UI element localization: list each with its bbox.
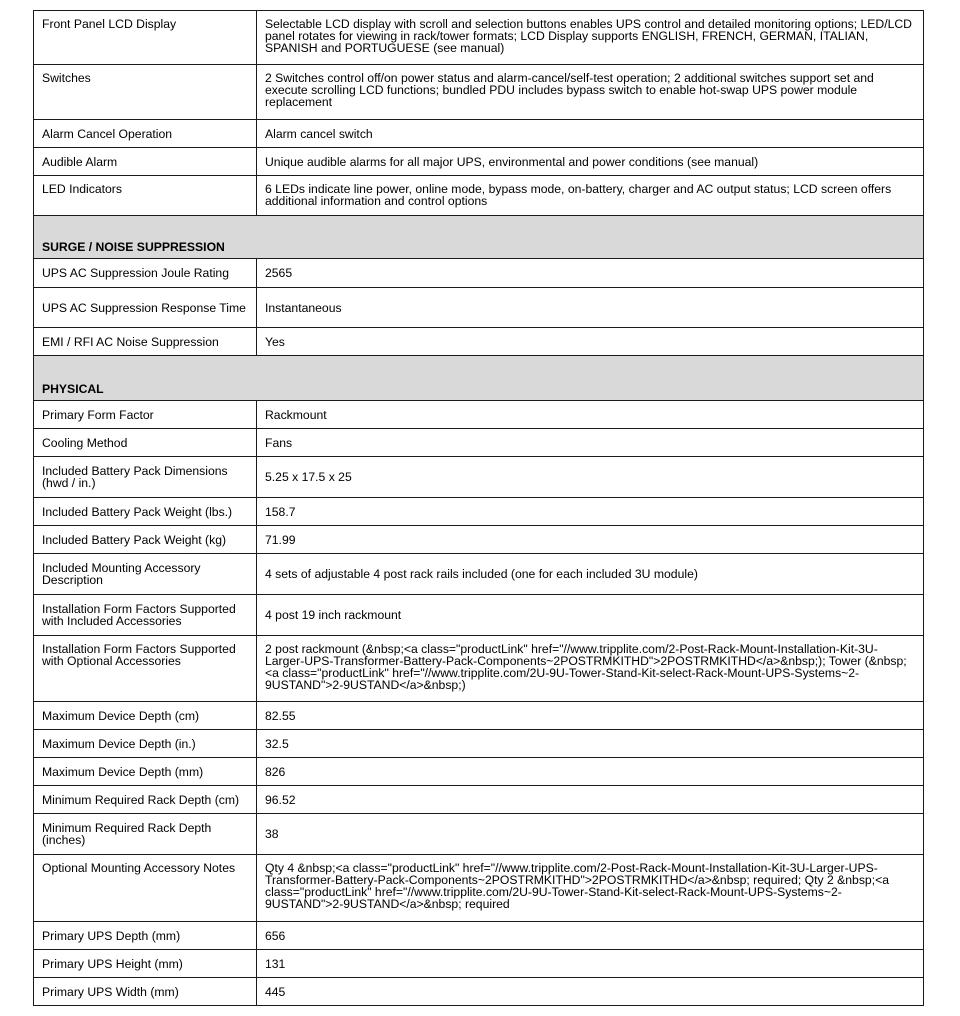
- spec-value: 38: [257, 814, 924, 855]
- spec-value: 4 post 19 inch rackmount: [257, 595, 924, 636]
- spec-label: Primary UPS Height (mm): [34, 950, 257, 978]
- spec-row: [34, 457, 924, 498]
- spec-row: [34, 786, 924, 814]
- spec-value: 131: [257, 950, 924, 978]
- spec-label: Primary UPS Depth (mm): [34, 922, 257, 950]
- spec-label: Cooling Method: [34, 429, 257, 457]
- spec-label: Maximum Device Depth (mm): [34, 758, 257, 786]
- spec-label: Included Mounting Accessory Description: [34, 554, 257, 595]
- spec-value: 96.52: [257, 786, 924, 814]
- spec-row: [34, 814, 924, 855]
- spec-row: [34, 595, 924, 636]
- spec-row: [34, 11, 924, 65]
- spec-value: Rackmount: [257, 401, 924, 429]
- spec-value: 6 LEDs indicate line power, online mode, bypass mode, on-battery, charger and AC output status; LCD screen offers additional information and control options: [257, 176, 924, 216]
- spec-value: 82.55: [257, 702, 924, 730]
- spec-row: [34, 978, 924, 1006]
- spec-row: [34, 636, 924, 702]
- spec-label: Primary Form Factor: [34, 401, 257, 429]
- spec-value: 158.7: [257, 498, 924, 526]
- spec-value: 656: [257, 922, 924, 950]
- spec-value: 32.5: [257, 730, 924, 758]
- spec-value: Qty 4 &nbsp;<a class="productLink" href="//www.tripplite.com/2-Post-Rack-Mount-Installation-Kit-3U-Larger-UPS-Transformer-Battery-Pack-Components~2POSTRMKITHD">2POSTRMKITHD</a>&nbsp; required; Qty 2 &nbsp;<a class="productLink" href="//www.tripplite.com/2U-9U-Tower-Stand-Kit-select-Rack-Mount-UPS-Systems~2-9USTAND">2-9USTAND</a>&nbsp; required: [257, 855, 924, 922]
- spec-value: 2 post rackmount (&nbsp;<a class="productLink" href="//www.tripplite.com/2-Post-Rack-Mount-Installation-Kit-3U-Larger-UPS-Transformer-Battery-Pack-Components~2POSTRMKITHD">2POSTRMKITHD</a>&nbsp;); Tower (&nbsp;<a class="productLink" href="//www.tripplite.com/2U-9U-Tower-Stand-Kit-select-Rack-Mount-UPS-Systems~2-9USTAND">2-9USTAND</a>&nbsp;): [257, 636, 924, 702]
- spec-row: [34, 328, 924, 356]
- spec-value: Instantaneous: [257, 288, 924, 328]
- spec-label: Installation Form Factors Supported with Included Accessories: [34, 595, 257, 636]
- spec-row: [34, 401, 924, 429]
- spec-row: [34, 554, 924, 595]
- spec-label: Included Battery Pack Weight (kg): [34, 526, 257, 554]
- spec-value: 2 Switches control off/on power status and alarm-cancel/self-test operation; 2 additional switches support set and execute scrolling LCD functions; bundled PDU includes bypass switch to enable hot-swap UPS power module replacement: [257, 65, 924, 120]
- spec-row: [34, 176, 924, 216]
- spec-label: Included Battery Pack Weight (lbs.): [34, 498, 257, 526]
- section-header: [34, 216, 924, 259]
- spec-value: 826: [257, 758, 924, 786]
- spec-row: [34, 950, 924, 978]
- spec-label: Audible Alarm: [34, 148, 257, 176]
- spec-row: [34, 730, 924, 758]
- spec-label: Minimum Required Rack Depth (inches): [34, 814, 257, 855]
- spec-row: [34, 429, 924, 457]
- spec-row: [34, 758, 924, 786]
- spec-table: [33, 10, 924, 1006]
- spec-value: 71.99: [257, 526, 924, 554]
- spec-label: LED Indicators: [34, 176, 257, 216]
- section-title: SURGE / NOISE SUPPRESSION: [34, 216, 924, 259]
- spec-value: Selectable LCD display with scroll and selection buttons enables UPS control and detailed monitoring options; LED/LCD panel rotates for viewing in rack/tower formats; LCD Display supports ENGLISH, FRENCH, GERMAN, ITALIAN, SPANISH and PORTUGUESE (see manual): [257, 11, 924, 65]
- spec-row: [34, 498, 924, 526]
- spec-label: Installation Form Factors Supported with Optional Accessories: [34, 636, 257, 702]
- spec-label: EMI / RFI AC Noise Suppression: [34, 328, 257, 356]
- spec-label: Switches: [34, 65, 257, 120]
- spec-row: [34, 148, 924, 176]
- spec-value: 5.25 x 17.5 x 25: [257, 457, 924, 498]
- spec-row: [34, 526, 924, 554]
- spec-row: [34, 65, 924, 120]
- spec-label: Optional Mounting Accessory Notes: [34, 855, 257, 922]
- spec-value: 2565: [257, 259, 924, 288]
- spec-row: [34, 855, 924, 922]
- spec-value: 445: [257, 978, 924, 1006]
- spec-row: [34, 120, 924, 148]
- spec-label: UPS AC Suppression Joule Rating: [34, 259, 257, 288]
- spec-value: Fans: [257, 429, 924, 457]
- spec-label: Front Panel LCD Display: [34, 11, 257, 65]
- spec-label: Alarm Cancel Operation: [34, 120, 257, 148]
- section-header: [34, 356, 924, 401]
- spec-value: Unique audible alarms for all major UPS, environmental and power conditions (see manual): [257, 148, 924, 176]
- spec-row: [34, 259, 924, 288]
- spec-row: [34, 288, 924, 328]
- spec-label: UPS AC Suppression Response Time: [34, 288, 257, 328]
- spec-row: [34, 922, 924, 950]
- spec-label: Maximum Device Depth (in.): [34, 730, 257, 758]
- spec-row: [34, 702, 924, 730]
- spec-table-body: [34, 11, 924, 1006]
- spec-value: Yes: [257, 328, 924, 356]
- spec-value: Alarm cancel switch: [257, 120, 924, 148]
- spec-value: 4 sets of adjustable 4 post rack rails included (one for each included 3U module): [257, 554, 924, 595]
- spec-label: Minimum Required Rack Depth (cm): [34, 786, 257, 814]
- spec-label: Primary UPS Width (mm): [34, 978, 257, 1006]
- section-title: PHYSICAL: [34, 356, 924, 401]
- spec-label: Included Battery Pack Dimensions (hwd / in.): [34, 457, 257, 498]
- spec-label: Maximum Device Depth (cm): [34, 702, 257, 730]
